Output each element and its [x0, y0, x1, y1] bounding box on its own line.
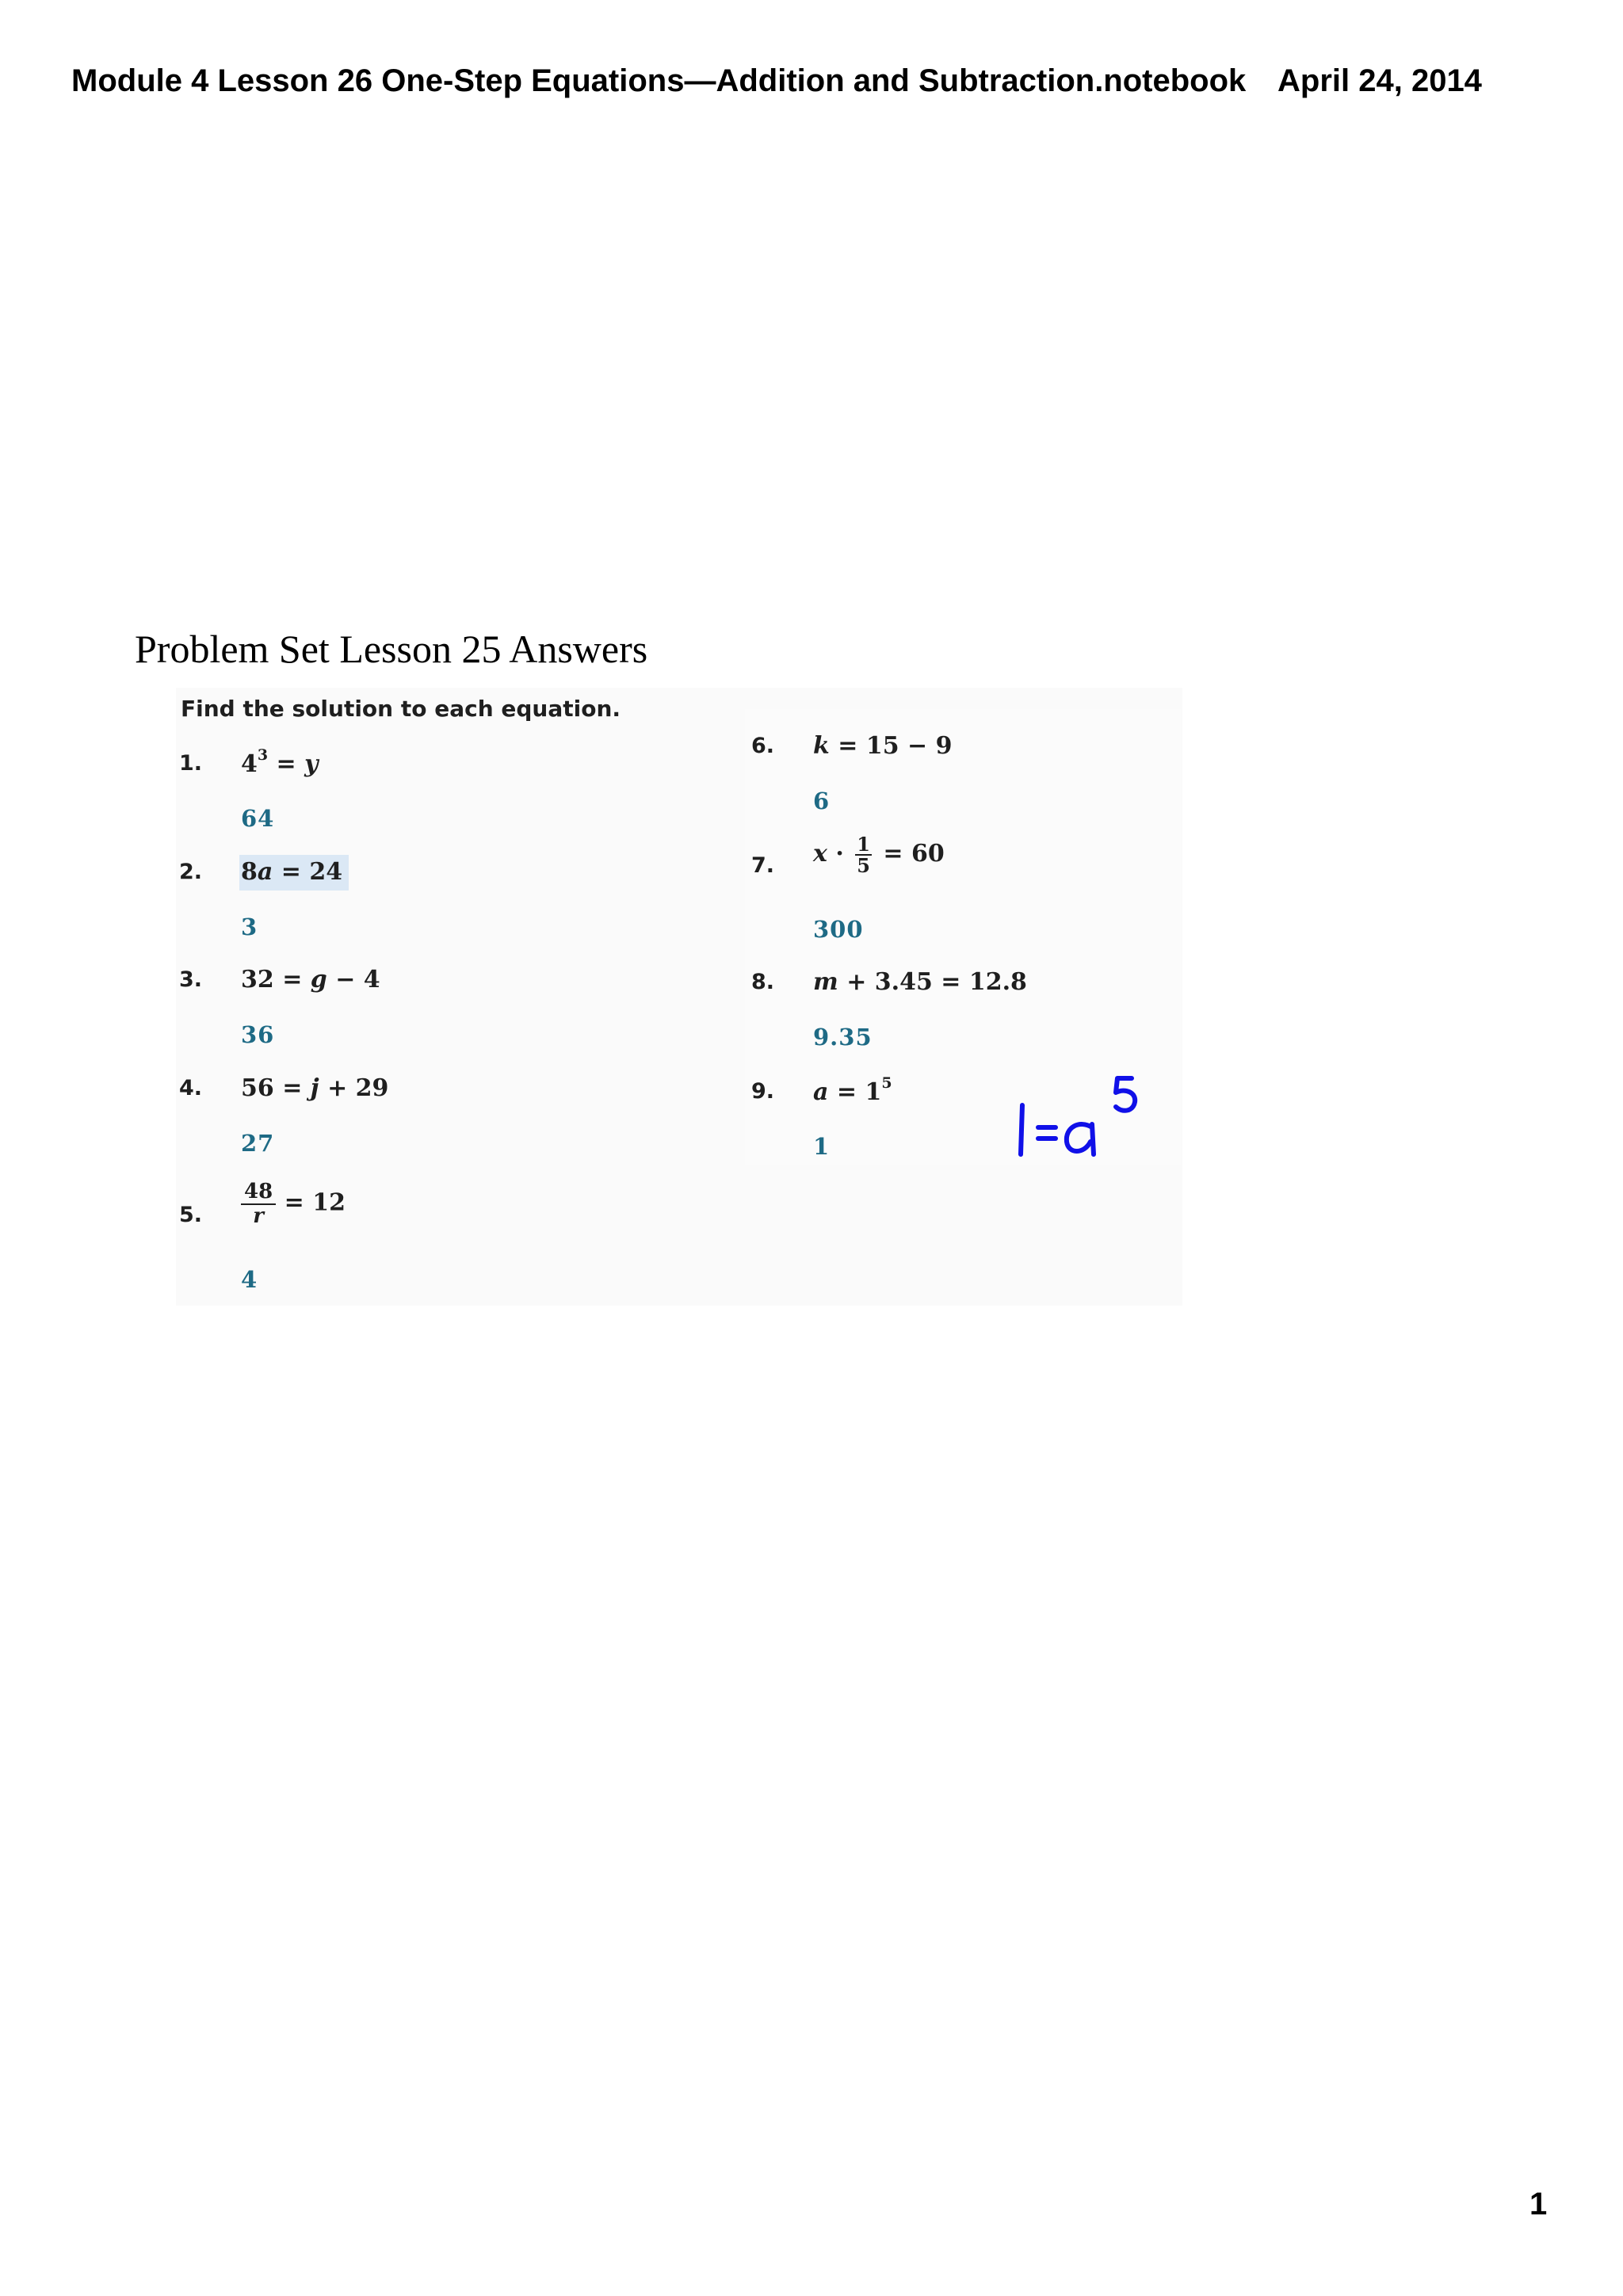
- section-title: Problem Set Lesson 25 Answers: [135, 627, 648, 671]
- fraction: $\frac{1}{5}$: [857, 833, 870, 878]
- handwritten-a: [1067, 1124, 1094, 1154]
- problem-answer: 1: [813, 1133, 831, 1160]
- problem-equation: $a = 1^5$: [813, 1074, 892, 1106]
- handwritten-five: [1116, 1078, 1135, 1111]
- problem-number: 4.: [179, 1076, 203, 1100]
- instructions: Find the solution to each equation.: [181, 696, 621, 722]
- problem-equation: k = 15 − 9: [813, 732, 953, 760]
- problem-equation: $4^3 = y$: [241, 746, 319, 778]
- problem-number: 5.: [179, 1203, 203, 1227]
- problem-number: 9.: [751, 1079, 775, 1104]
- problem-answer: 64: [241, 805, 275, 832]
- equation-highlight: 8a = 24: [239, 855, 349, 891]
- problem-answer: 4: [241, 1266, 258, 1293]
- problem-answer: 27: [241, 1130, 275, 1157]
- problem-number: 7.: [751, 853, 775, 878]
- problem-equation: 32 = g − 4: [241, 966, 380, 994]
- fraction: $\frac{48}{r}$: [241, 1180, 276, 1227]
- page-number: 1: [1529, 2187, 1548, 2222]
- problem-number: 6.: [751, 734, 775, 758]
- problem-equation: m + 3.45 = 12.8: [813, 968, 1027, 996]
- problem-answer: 3: [241, 913, 258, 940]
- handwritten-one: [1021, 1105, 1022, 1154]
- problem-answer: 36: [241, 1021, 275, 1048]
- handwritten-note: [1006, 1066, 1165, 1169]
- problem-equation: [241, 858, 349, 886]
- problem-answer: 6: [813, 788, 831, 814]
- problem-number: 2.: [179, 860, 203, 884]
- problem-number: 8.: [751, 970, 775, 994]
- problem-equation: x · $\frac{1}{5}$ = 60: [813, 833, 945, 878]
- problem-answer: 9.35: [813, 1024, 873, 1051]
- notebook-date: April 24, 2014: [1277, 63, 1482, 98]
- problem-equation: $\frac{48}{r}$ = 12: [241, 1180, 346, 1227]
- page-header: [71, 63, 1577, 105]
- problem-answer: 300: [813, 916, 864, 943]
- problem-number: 1.: [179, 751, 203, 776]
- problem-number: 3.: [179, 967, 203, 992]
- problem-equation: 56 = j + 29: [241, 1074, 389, 1102]
- notebook-title: Module 4 Lesson 26 One-Step Equations—Addition and Subtraction.notebook: [71, 63, 1247, 98]
